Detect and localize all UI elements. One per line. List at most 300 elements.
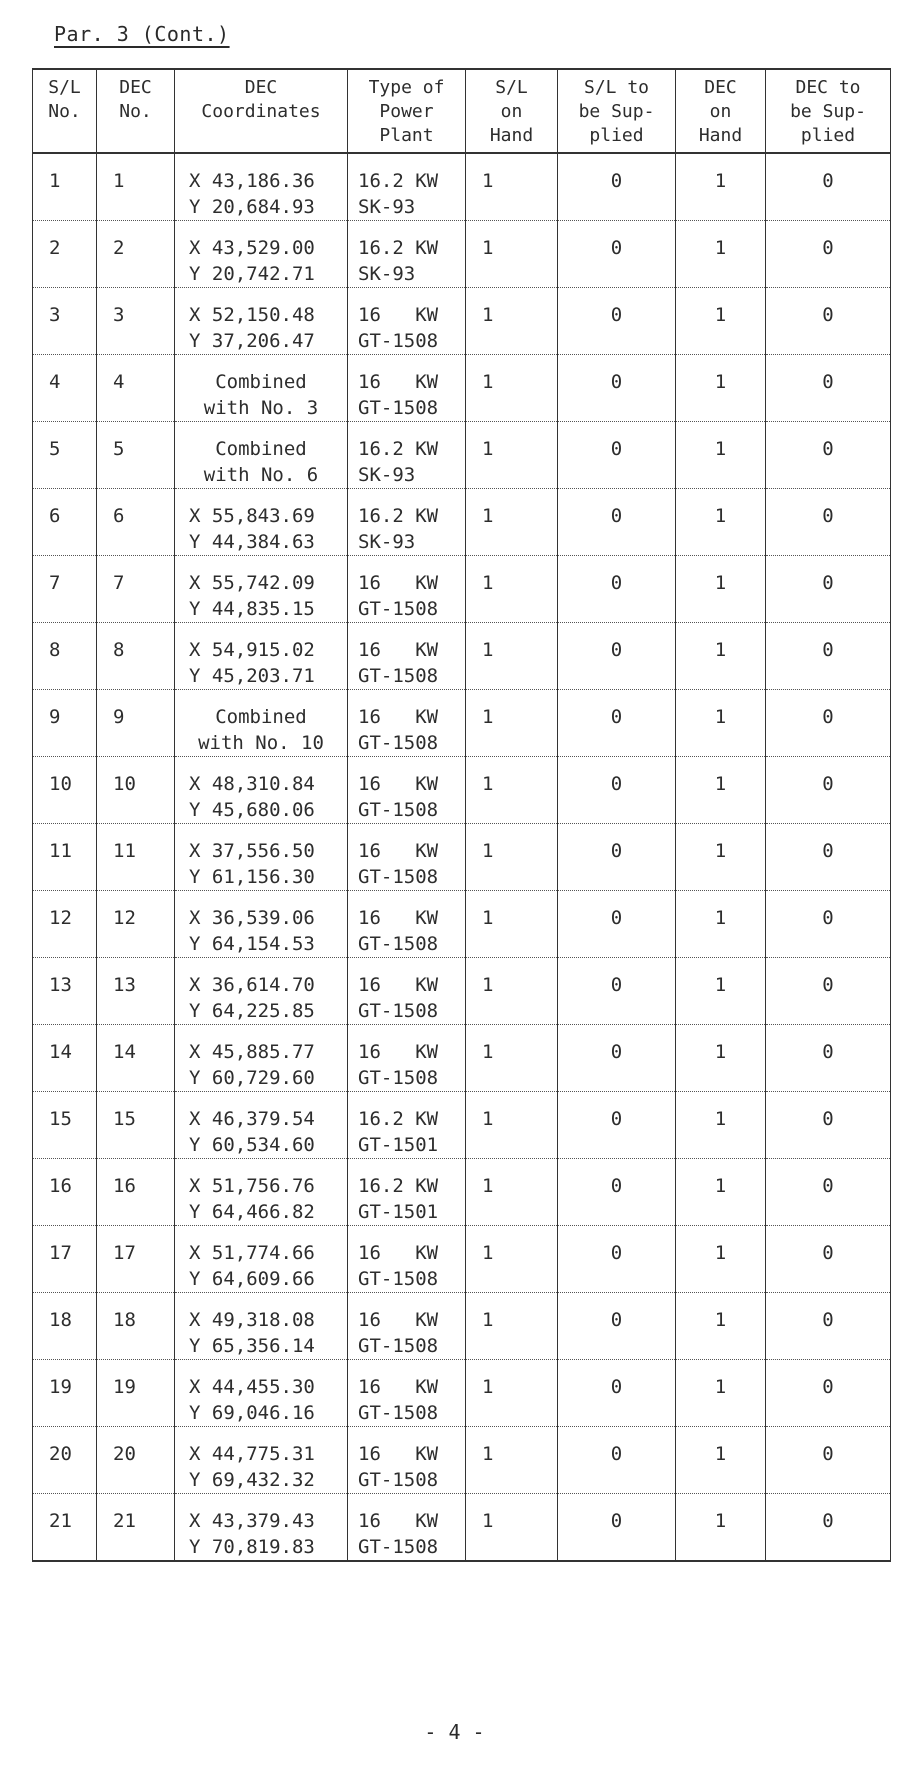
sl-to-be-supplied-cell bbox=[558, 221, 676, 288]
dec-number-cell-text: 8 bbox=[113, 639, 125, 661]
power-plant-cell-text: GT-1508 bbox=[358, 933, 439, 955]
sl-number-cell bbox=[33, 1092, 97, 1159]
dec-number-cell bbox=[97, 153, 175, 221]
sl-to-be-supplied-cell bbox=[558, 489, 676, 556]
dec-on-hand-cell-text: 1 bbox=[714, 1242, 727, 1264]
dec-on-hand-cell-text: 1 bbox=[714, 706, 727, 728]
sl-number-cell-text: 9 bbox=[49, 706, 61, 728]
dec-number-cell bbox=[97, 1293, 175, 1360]
dec-on-hand-cell bbox=[676, 1494, 766, 1562]
power-plant-cell bbox=[348, 1025, 466, 1092]
sl-to-be-supplied-cell bbox=[558, 690, 676, 757]
dec-coordinates-cell-text: Y 44,384.63 bbox=[189, 531, 315, 553]
dec-number-cell bbox=[97, 623, 175, 690]
dec-number-cell bbox=[97, 1092, 175, 1159]
dec-number-cell-text: 14 bbox=[113, 1041, 136, 1063]
power-plant-cell-text: 16 KW bbox=[358, 304, 439, 326]
dec-to-be-supplied-cell bbox=[766, 288, 891, 355]
sl-on-hand-cell bbox=[466, 1360, 558, 1427]
dec-to-be-supplied-cell-text: 0 bbox=[822, 639, 834, 661]
sl-number-cell bbox=[33, 1360, 97, 1427]
dec-to-be-supplied-cell-text: 0 bbox=[822, 974, 834, 996]
dec-on-hand-cell bbox=[676, 623, 766, 690]
sl-number-cell-text: 10 bbox=[49, 773, 72, 795]
power-plant-cell bbox=[348, 1494, 466, 1562]
sl-to-be-supplied-cell-text: 0 bbox=[610, 639, 623, 661]
sl-to-be-supplied-cell-text: 0 bbox=[610, 304, 623, 326]
dec-to-be-supplied-cell-text: 0 bbox=[822, 840, 834, 862]
sl-on-hand-cell bbox=[466, 1092, 558, 1159]
dec-number-cell bbox=[97, 891, 175, 958]
dec-coordinates-cell-text: Combined bbox=[215, 706, 307, 728]
table-row bbox=[33, 1427, 891, 1494]
dec-number-cell bbox=[97, 1025, 175, 1092]
sl-on-hand-cell-text: 1 bbox=[482, 773, 494, 795]
dec-coordinates-cell-text: Y 60,729.60 bbox=[189, 1067, 315, 1089]
power-plant-cell bbox=[348, 891, 466, 958]
dec-coordinates-cell-text: X 55,742.09 bbox=[189, 572, 315, 594]
dec-coordinates-cell-text: X 48,310.84 bbox=[189, 773, 315, 795]
sl-to-be-supplied-cell-text: 0 bbox=[610, 572, 623, 594]
dec-on-hand-cell bbox=[676, 556, 766, 623]
column-header-line: Hand bbox=[489, 125, 534, 146]
sl-to-be-supplied-cell-text: 0 bbox=[610, 706, 623, 728]
column-header-line: Type of bbox=[368, 77, 445, 98]
sl-on-hand-cell-text: 1 bbox=[482, 1041, 494, 1063]
dec-coordinates-cell-text: Y 69,046.16 bbox=[189, 1402, 315, 1424]
table-row bbox=[33, 824, 891, 891]
dec-on-hand-cell bbox=[676, 422, 766, 489]
dec-to-be-supplied-cell bbox=[766, 1159, 891, 1226]
sl-number-cell-text: 5 bbox=[49, 438, 61, 460]
dec-coordinates-cell-text: Combined bbox=[215, 438, 307, 460]
dec-to-be-supplied-cell bbox=[766, 1025, 891, 1092]
dec-coordinates-cell-text: Y 61,156.30 bbox=[189, 866, 315, 888]
sl-number-cell bbox=[33, 355, 97, 422]
sl-number-cell-text: 15 bbox=[49, 1108, 72, 1130]
dec-on-hand-cell-text: 1 bbox=[714, 170, 727, 192]
page-number: - 4 - bbox=[424, 1720, 485, 1744]
power-plant-cell-text: 16 KW bbox=[358, 1242, 439, 1264]
power-plant-cell-text: GT-1508 bbox=[358, 732, 439, 754]
power-plant-cell bbox=[348, 153, 466, 221]
dec-coordinates-cell-text: X 51,774.66 bbox=[189, 1242, 315, 1264]
dec-to-be-supplied-cell-text: 0 bbox=[822, 438, 834, 460]
sl-on-hand-cell-text: 1 bbox=[482, 438, 494, 460]
dec-on-hand-cell-text: 1 bbox=[714, 505, 727, 527]
table-row bbox=[33, 623, 891, 690]
dec-to-be-supplied-cell bbox=[766, 1293, 891, 1360]
power-plant-cell bbox=[348, 1226, 466, 1293]
column-header bbox=[175, 69, 348, 153]
sl-number-cell bbox=[33, 1025, 97, 1092]
sl-to-be-supplied-cell-text: 0 bbox=[610, 371, 623, 393]
sl-on-hand-cell bbox=[466, 489, 558, 556]
sl-number-cell-text: 20 bbox=[49, 1443, 72, 1465]
dec-coordinates-cell bbox=[175, 690, 348, 757]
dec-on-hand-cell bbox=[676, 1092, 766, 1159]
power-plant-cell bbox=[348, 690, 466, 757]
sl-to-be-supplied-cell-text: 0 bbox=[610, 505, 623, 527]
sl-number-cell bbox=[33, 153, 97, 221]
dec-coordinates-cell-text: X 46,379.54 bbox=[189, 1108, 315, 1130]
dec-to-be-supplied-cell-text: 0 bbox=[822, 170, 834, 192]
sl-to-be-supplied-cell-text: 0 bbox=[610, 237, 623, 259]
power-plant-cell-text: GT-1501 bbox=[358, 1201, 439, 1223]
dec-coordinates-cell-text: Y 69,432.32 bbox=[189, 1469, 315, 1491]
sl-to-be-supplied-cell-text: 0 bbox=[610, 1376, 623, 1398]
dec-coordinates-cell bbox=[175, 1025, 348, 1092]
dec-coordinates-cell-text: X 49,318.08 bbox=[189, 1309, 315, 1331]
power-plant-cell-text: 16 KW bbox=[358, 840, 439, 862]
dec-on-hand-cell bbox=[676, 153, 766, 221]
dec-coordinates-cell bbox=[175, 489, 348, 556]
power-plant-cell-text: 16 KW bbox=[358, 1376, 439, 1398]
power-plant-cell bbox=[348, 556, 466, 623]
sl-on-hand-cell bbox=[466, 623, 558, 690]
dec-on-hand-cell-text: 1 bbox=[714, 840, 727, 862]
column-header-line: Plant bbox=[379, 125, 434, 146]
power-plant-cell-text: SK-93 bbox=[358, 531, 416, 553]
dec-coordinates-cell bbox=[175, 757, 348, 824]
power-plant-cell-text: GT-1508 bbox=[358, 1268, 439, 1290]
sl-on-hand-cell-text: 1 bbox=[482, 505, 494, 527]
dec-coordinates-cell-text: Y 20,684.93 bbox=[189, 196, 315, 218]
dec-number-cell-text: 18 bbox=[113, 1309, 136, 1331]
column-header bbox=[466, 69, 558, 153]
sl-to-be-supplied-cell bbox=[558, 1226, 676, 1293]
sl-on-hand-cell-text: 1 bbox=[482, 974, 494, 996]
sl-number-cell bbox=[33, 1159, 97, 1226]
dec-coordinates-cell-text: X 54,915.02 bbox=[189, 639, 315, 661]
table-row bbox=[33, 1159, 891, 1226]
sl-on-hand-cell bbox=[466, 1494, 558, 1562]
sl-number-cell-text: 8 bbox=[49, 639, 61, 661]
power-plant-cell bbox=[348, 1092, 466, 1159]
dec-to-be-supplied-cell bbox=[766, 489, 891, 556]
dec-coordinates-cell-text: with No. 10 bbox=[198, 732, 324, 754]
dec-to-be-supplied-cell-text: 0 bbox=[822, 505, 834, 527]
power-plant-cell-text: GT-1501 bbox=[358, 1134, 439, 1156]
dec-to-be-supplied-cell bbox=[766, 1092, 891, 1159]
sl-on-hand-cell-text: 1 bbox=[482, 1108, 494, 1130]
sl-to-be-supplied-cell-text: 0 bbox=[610, 1108, 623, 1130]
sl-number-cell-text: 18 bbox=[49, 1309, 72, 1331]
sl-on-hand-cell-text: 1 bbox=[482, 572, 494, 594]
sl-number-cell-text: 19 bbox=[49, 1376, 72, 1398]
dec-coordinates-cell bbox=[175, 891, 348, 958]
sl-number-cell-text: 2 bbox=[49, 237, 61, 259]
sl-on-hand-cell-text: 1 bbox=[482, 170, 494, 192]
sl-on-hand-cell-text: 1 bbox=[482, 907, 494, 929]
power-plant-cell-text: GT-1508 bbox=[358, 1469, 439, 1491]
dec-coordinates-cell-text: with No. 3 bbox=[203, 397, 319, 419]
dec-number-cell bbox=[97, 1427, 175, 1494]
dec-coordinates-cell-text: with No. 6 bbox=[203, 464, 319, 486]
dec-on-hand-cell bbox=[676, 958, 766, 1025]
dec-number-cell-text: 17 bbox=[113, 1242, 136, 1264]
dec-coordinates-cell-text: Y 45,203.71 bbox=[189, 665, 315, 687]
dec-number-cell-text: 2 bbox=[113, 237, 125, 259]
sl-on-hand-cell-text: 1 bbox=[482, 1242, 494, 1264]
dec-number-cell-text: 7 bbox=[113, 572, 125, 594]
sl-on-hand-cell bbox=[466, 958, 558, 1025]
dec-to-be-supplied-cell-text: 0 bbox=[822, 1242, 834, 1264]
column-header-line: on bbox=[709, 101, 732, 122]
dec-on-hand-cell bbox=[676, 1159, 766, 1226]
sl-to-be-supplied-cell bbox=[558, 757, 676, 824]
dec-to-be-supplied-cell bbox=[766, 153, 891, 221]
dec-on-hand-cell bbox=[676, 1226, 766, 1293]
dec-number-cell-text: 13 bbox=[113, 974, 136, 996]
dec-to-be-supplied-cell-text: 0 bbox=[822, 773, 834, 795]
dec-on-hand-cell-text: 1 bbox=[714, 1041, 727, 1063]
dec-number-cell bbox=[97, 1226, 175, 1293]
power-plant-cell-text: GT-1508 bbox=[358, 1536, 439, 1558]
power-plant-cell bbox=[348, 958, 466, 1025]
sl-to-be-supplied-cell bbox=[558, 288, 676, 355]
sl-to-be-supplied-cell-text: 0 bbox=[610, 907, 623, 929]
sl-to-be-supplied-cell bbox=[558, 958, 676, 1025]
dec-to-be-supplied-cell bbox=[766, 556, 891, 623]
sl-on-hand-cell bbox=[466, 1025, 558, 1092]
power-plant-cell bbox=[348, 489, 466, 556]
dec-coordinates-cell-text: X 55,843.69 bbox=[189, 505, 315, 527]
column-header bbox=[558, 69, 676, 153]
power-plant-cell-text: SK-93 bbox=[358, 196, 416, 218]
power-plant-cell bbox=[348, 221, 466, 288]
column-header-line: DEC bbox=[704, 77, 737, 98]
dec-coordinates-cell-text: X 36,539.06 bbox=[189, 907, 315, 929]
sl-to-be-supplied-cell bbox=[558, 422, 676, 489]
dec-number-cell-text: 16 bbox=[113, 1175, 136, 1197]
dec-to-be-supplied-cell-text: 0 bbox=[822, 237, 834, 259]
dec-to-be-supplied-cell bbox=[766, 355, 891, 422]
power-plant-cell-text: GT-1508 bbox=[358, 330, 439, 352]
power-plant-cell bbox=[348, 757, 466, 824]
table-row bbox=[33, 958, 891, 1025]
dec-on-hand-cell-text: 1 bbox=[714, 1376, 727, 1398]
dec-number-cell-text: 3 bbox=[113, 304, 125, 326]
power-plant-cell bbox=[348, 1360, 466, 1427]
dec-coordinates-cell bbox=[175, 556, 348, 623]
dec-to-be-supplied-cell-text: 0 bbox=[822, 1041, 834, 1063]
power-plant-cell-text: SK-93 bbox=[358, 263, 416, 285]
power-plant-cell-text: 16.2 KW bbox=[358, 237, 439, 259]
power-plant-cell-text: GT-1508 bbox=[358, 1335, 439, 1357]
dec-number-cell bbox=[97, 1494, 175, 1562]
dec-to-be-supplied-cell-text: 0 bbox=[822, 907, 834, 929]
dec-to-be-supplied-cell bbox=[766, 1494, 891, 1562]
sl-to-be-supplied-cell bbox=[558, 153, 676, 221]
sl-number-cell-text: 7 bbox=[49, 572, 61, 594]
table-row bbox=[33, 690, 891, 757]
dec-on-hand-cell-text: 1 bbox=[714, 438, 727, 460]
power-plant-cell-text: GT-1508 bbox=[358, 397, 439, 419]
sl-on-hand-cell bbox=[466, 1293, 558, 1360]
sl-to-be-supplied-cell bbox=[558, 1025, 676, 1092]
sl-to-be-supplied-cell-text: 0 bbox=[610, 773, 623, 795]
power-plant-cell-text: GT-1508 bbox=[358, 799, 439, 821]
sl-number-cell bbox=[33, 1293, 97, 1360]
dec-on-hand-cell-text: 1 bbox=[714, 1510, 727, 1532]
power-plant-cell-text: 16 KW bbox=[358, 572, 439, 594]
power-plant-cell bbox=[348, 1159, 466, 1226]
sl-on-hand-cell bbox=[466, 288, 558, 355]
sl-on-hand-cell-text: 1 bbox=[482, 1309, 494, 1331]
power-plant-cell-text: 16.2 KW bbox=[358, 505, 439, 527]
column-header-line: No. bbox=[119, 101, 152, 122]
power-plant-cell-text: 16.2 KW bbox=[358, 170, 439, 192]
sl-to-be-supplied-cell bbox=[558, 1494, 676, 1562]
column-header-line: be Sup- bbox=[578, 101, 655, 122]
section-heading: Par. 3 (Cont.) bbox=[54, 22, 230, 46]
dec-on-hand-cell-text: 1 bbox=[714, 572, 727, 594]
sl-number-cell bbox=[33, 556, 97, 623]
dec-on-hand-cell bbox=[676, 891, 766, 958]
power-plant-cell-text: GT-1508 bbox=[358, 1000, 439, 1022]
dec-coordinates-cell-text: Y 65,356.14 bbox=[189, 1335, 315, 1357]
dec-to-be-supplied-cell-text: 0 bbox=[822, 1443, 834, 1465]
table-row bbox=[33, 288, 891, 355]
sl-number-cell bbox=[33, 690, 97, 757]
sl-number-cell-text: 21 bbox=[49, 1510, 72, 1532]
dec-on-hand-cell-text: 1 bbox=[714, 1175, 727, 1197]
column-header-line: S/L bbox=[48, 77, 81, 98]
sl-number-cell-text: 16 bbox=[49, 1175, 72, 1197]
sl-to-be-supplied-cell bbox=[558, 824, 676, 891]
dec-on-hand-cell-text: 1 bbox=[714, 1309, 727, 1331]
sl-on-hand-cell bbox=[466, 1226, 558, 1293]
dec-number-cell-text: 20 bbox=[113, 1443, 136, 1465]
dec-to-be-supplied-cell bbox=[766, 422, 891, 489]
dec-coordinates-cell-text: Y 64,466.82 bbox=[189, 1201, 315, 1223]
dec-on-hand-cell bbox=[676, 1360, 766, 1427]
power-plant-cell-text: 16 KW bbox=[358, 1443, 439, 1465]
dec-number-cell bbox=[97, 690, 175, 757]
table-row bbox=[33, 153, 891, 221]
power-plant-cell-text: 16 KW bbox=[358, 1510, 439, 1532]
sl-on-hand-cell bbox=[466, 221, 558, 288]
column-header-line: Power bbox=[379, 101, 434, 122]
dec-number-cell bbox=[97, 556, 175, 623]
column-header-line: DEC bbox=[119, 77, 152, 98]
dec-coordinates-cell bbox=[175, 288, 348, 355]
dec-coordinates-cell-text: X 44,775.31 bbox=[189, 1443, 315, 1465]
dec-to-be-supplied-cell-text: 0 bbox=[822, 1108, 834, 1130]
dec-on-hand-cell-text: 1 bbox=[714, 974, 727, 996]
power-plant-cell-text: 16 KW bbox=[358, 907, 439, 929]
table-row bbox=[33, 757, 891, 824]
sl-to-be-supplied-cell-text: 0 bbox=[610, 170, 623, 192]
column-header-line: plied bbox=[800, 125, 856, 146]
dec-on-hand-cell-text: 1 bbox=[714, 237, 727, 259]
column-header bbox=[97, 69, 175, 153]
sl-on-hand-cell bbox=[466, 824, 558, 891]
power-plant-cell-text: 16 KW bbox=[358, 706, 439, 728]
sl-number-cell bbox=[33, 1494, 97, 1562]
dec-number-cell bbox=[97, 489, 175, 556]
table-row bbox=[33, 1025, 891, 1092]
dec-number-cell-text: 21 bbox=[113, 1510, 136, 1532]
sl-number-cell bbox=[33, 1226, 97, 1293]
column-header-line: Coordinates bbox=[201, 101, 321, 122]
dec-to-be-supplied-cell bbox=[766, 958, 891, 1025]
dec-coordinates-cell bbox=[175, 958, 348, 1025]
sl-number-cell bbox=[33, 958, 97, 1025]
sl-to-be-supplied-cell bbox=[558, 623, 676, 690]
dec-to-be-supplied-cell bbox=[766, 1427, 891, 1494]
dec-to-be-supplied-cell-text: 0 bbox=[822, 304, 834, 326]
sl-number-cell bbox=[33, 422, 97, 489]
dec-on-hand-cell bbox=[676, 1293, 766, 1360]
power-plant-cell-text: GT-1508 bbox=[358, 1067, 439, 1089]
sl-number-cell-text: 1 bbox=[49, 170, 61, 192]
dec-on-hand-cell bbox=[676, 1025, 766, 1092]
sl-to-be-supplied-cell bbox=[558, 1092, 676, 1159]
sl-on-hand-cell-text: 1 bbox=[482, 1376, 494, 1398]
dec-coordinates-cell-text: Y 45,680.06 bbox=[189, 799, 315, 821]
sl-number-cell-text: 17 bbox=[49, 1242, 72, 1264]
dec-on-hand-cell-text: 1 bbox=[714, 304, 727, 326]
dec-on-hand-cell bbox=[676, 1427, 766, 1494]
sl-to-be-supplied-cell-text: 0 bbox=[610, 1309, 623, 1331]
sl-to-be-supplied-cell bbox=[558, 1159, 676, 1226]
column-header-line: be Sup- bbox=[790, 101, 866, 122]
dec-to-be-supplied-cell-text: 0 bbox=[822, 1309, 834, 1331]
power-plant-cell-text: 16.2 KW bbox=[358, 1108, 439, 1130]
table-row bbox=[33, 891, 891, 958]
dec-number-cell bbox=[97, 824, 175, 891]
column-header-line: S/L bbox=[495, 77, 528, 98]
sl-to-be-supplied-cell-text: 0 bbox=[610, 1041, 623, 1063]
dec-number-cell bbox=[97, 355, 175, 422]
sl-on-hand-cell-text: 1 bbox=[482, 1443, 494, 1465]
dec-coordinates-cell-text: Y 70,819.83 bbox=[189, 1536, 315, 1558]
sl-to-be-supplied-cell bbox=[558, 1427, 676, 1494]
dec-on-hand-cell bbox=[676, 355, 766, 422]
dec-coordinates-cell-text: Y 37,206.47 bbox=[189, 330, 315, 352]
sl-on-hand-cell-text: 1 bbox=[482, 371, 494, 393]
sl-to-be-supplied-cell bbox=[558, 1293, 676, 1360]
dec-coordinates-cell bbox=[175, 1159, 348, 1226]
dec-number-cell-text: 5 bbox=[113, 438, 125, 460]
sl-on-hand-cell bbox=[466, 690, 558, 757]
dec-coordinates-cell-text: X 43,379.43 bbox=[189, 1510, 315, 1532]
sl-number-cell-text: 4 bbox=[49, 371, 61, 393]
table-row bbox=[33, 556, 891, 623]
sl-to-be-supplied-cell bbox=[558, 556, 676, 623]
column-header-line: Hand bbox=[698, 125, 743, 146]
table-row bbox=[33, 1092, 891, 1159]
table-row bbox=[33, 1293, 891, 1360]
power-plant-cell-text: SK-93 bbox=[358, 464, 416, 486]
dec-coordinates-cell bbox=[175, 1427, 348, 1494]
table-row bbox=[33, 355, 891, 422]
sl-number-cell bbox=[33, 824, 97, 891]
dec-coordinates-cell-text: Y 44,835.15 bbox=[189, 598, 315, 620]
dec-coordinates-cell-text: Y 20,742.71 bbox=[189, 263, 315, 285]
column-header bbox=[766, 69, 891, 153]
dec-coordinates-cell-text: Y 60,534.60 bbox=[189, 1134, 315, 1156]
dec-on-hand-cell bbox=[676, 221, 766, 288]
table-row bbox=[33, 221, 891, 288]
dec-coordinates-cell-text: X 37,556.50 bbox=[189, 840, 315, 862]
sl-on-hand-cell bbox=[466, 153, 558, 221]
sl-number-cell bbox=[33, 1427, 97, 1494]
power-plant-cell-text: 16 KW bbox=[358, 974, 439, 996]
dec-coordinates-cell bbox=[175, 221, 348, 288]
